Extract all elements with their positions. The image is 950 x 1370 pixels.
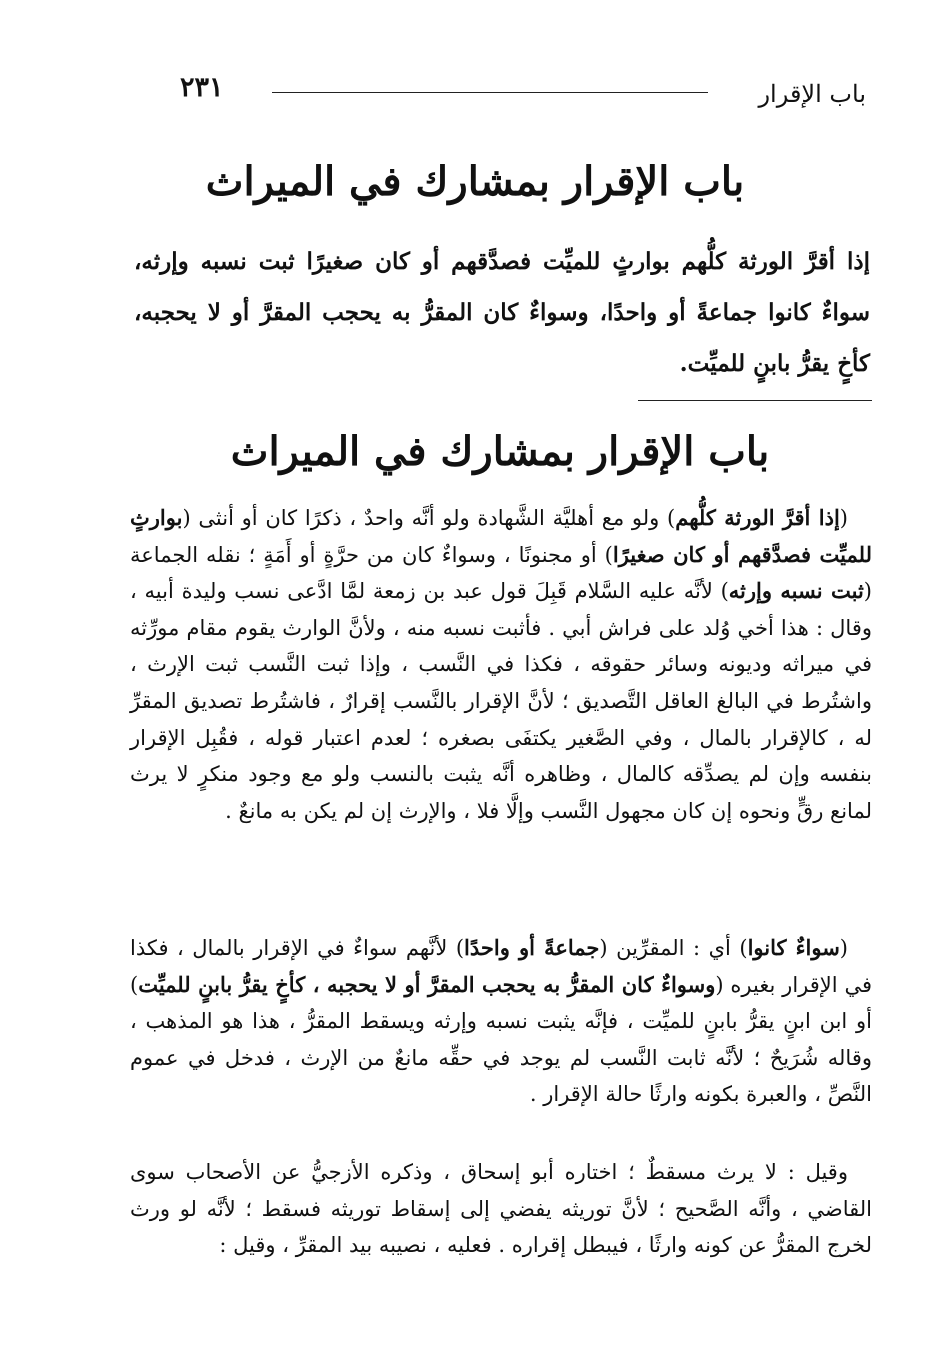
commentary-paragraph-1 [130,500,872,829]
paragraph-text [130,930,872,1113]
quoted-matn-text: إذا أقرَّ الورثة كلُّهم [675,505,840,530]
commentary-paragraph-3 [130,1154,872,1264]
quoted-matn-text: سواءٌ كانوا [747,935,840,960]
commentary-text: ) لأنَّه عليه السَّلام قَبِلَ قول عبد بن زمعة لمَّا ادَّعى نسب وليدة أبيه ، وقال : هذا أخي وُلد على فراش أبي . فأثبت نسبه منه ، ولأنَّ الوارث يقوم مقام مورِّثه في ميراثه وديونه وسائر حقوقه ، فكذا في النَّسب ، وإذا ثبت النَّسب ثبت الإرث ، واشتُرط في البالغ العاقل التَّصديق ؛ لأنَّ الإقرار بالنَّسب إقرارٌ ، فاشتُرط تصديق المقرِّ له ، كالإقرار بالمال ، وفي الصَّغير يكتفَى بصغره ؛ لعدم اعتبار قوله ، فقُبِل الإقرار بنفسه وإن لم يصدِّقه كالمال ، وظاهره أنَّه يثبت بالنسب ولو مع وجود منكرٍ لا يرث لمانع رقٍّ ونحوه إن كان مجهول النَّسب وإلَّا فلا ، والإرث إن لم يكن به مانعٌ . [130,579,872,823]
commentary-text: ) لأنَّهم سواءٌ في الإقرار بالمال ، فكذا في الإقرار بغيره ( [130,936,872,997]
quoted-matn-text: ثبت نسبه وإرثه [728,578,864,604]
quoted-matn-text: بوارثٍ للميِّت فصدَّقهم أو كان صغيرًا [130,505,872,567]
commentary-text: ( [839,506,848,530]
paragraph-text [130,500,872,829]
page-number: ٢٣١ [180,72,224,103]
commentary-text: ( [839,936,848,960]
running-header [0,72,950,112]
matn-text: إذا أقرَّ الورثة كلُّهم بوارثٍ للميِّت فصدَّقهم أو كان صغيرًا ثبت نسبه وإرثه، سواءٌ كانوا جماعةً أو واحدًا، وسواءٌ كان المقرُّ به يحجب المقرَّ أو لا يحجبه، كأخٍ يقرُّ بابنٍ للميِّت. [134,248,870,377]
quoted-matn-text: جماعةً أو واحدًا [464,935,600,960]
running-title: باب الإقرار [758,80,866,108]
section-divider [638,400,872,401]
paragraph-text [130,1154,872,1264]
header-rule [272,92,708,93]
commentary-paragraph-2 [130,930,872,1113]
commentary-text: وقيل : لا يرث مسقطٌ ؛ اختاره أبو إسحاق ، وذكره الأزجيُّ عن الأصحاب سوى القاضي ، وأنَّه الصَّحيح ؛ لأنَّ توريثه يفضي إلى إسقاط توريثه فسقط ؛ لأنَّه لو ورث لخرج المقرُّ عن كونه وارثًا ، فيبطل إقراره . فعليه ، نصيبه بيد المقرِّ ، وقيل : [130,1160,873,1258]
matn-title: باب الإقرار بمشارك في الميراث [205,158,745,205]
commentary-text: ) أو مجنونًا ، وسواءٌ كان من حرَّةٍ أو أَمَةٍ ؛ نقله الجماعة ( [130,542,872,604]
sharh-title: باب الإقرار بمشارك في الميراث [230,428,770,475]
quoted-matn-text: وسواءٌ كان المقرُّ به يحجب المقرَّ أو لا يحجبه ، كأخٍ يقرُّ بابنٍ للميِّت [138,971,716,997]
commentary-text: ) ولو مع أهليَّة الشَّهادة ولو أنَّه واحدٌ ، ذكرًا كان أو أنثى ( [182,506,676,530]
commentary-text: ) أي : المقرِّين ( [599,936,748,960]
commentary-text: ) أو ابن ابنٍ يقرُّ بابنٍ للميِّت ، فإنَّه يثبت نسبه وإرثه ويسقط المقرُّ ، هذا هو المذهب ، وقاله شُرَيحٌ ؛ لأنَّه ثابت النَّسب لم يوجد في حقِّه مانعٌ من الإرث ، فدخل في عموم النَّصِّ ، والعبرة بكونه وارثًا حالة الإقرار . [130,972,872,1107]
